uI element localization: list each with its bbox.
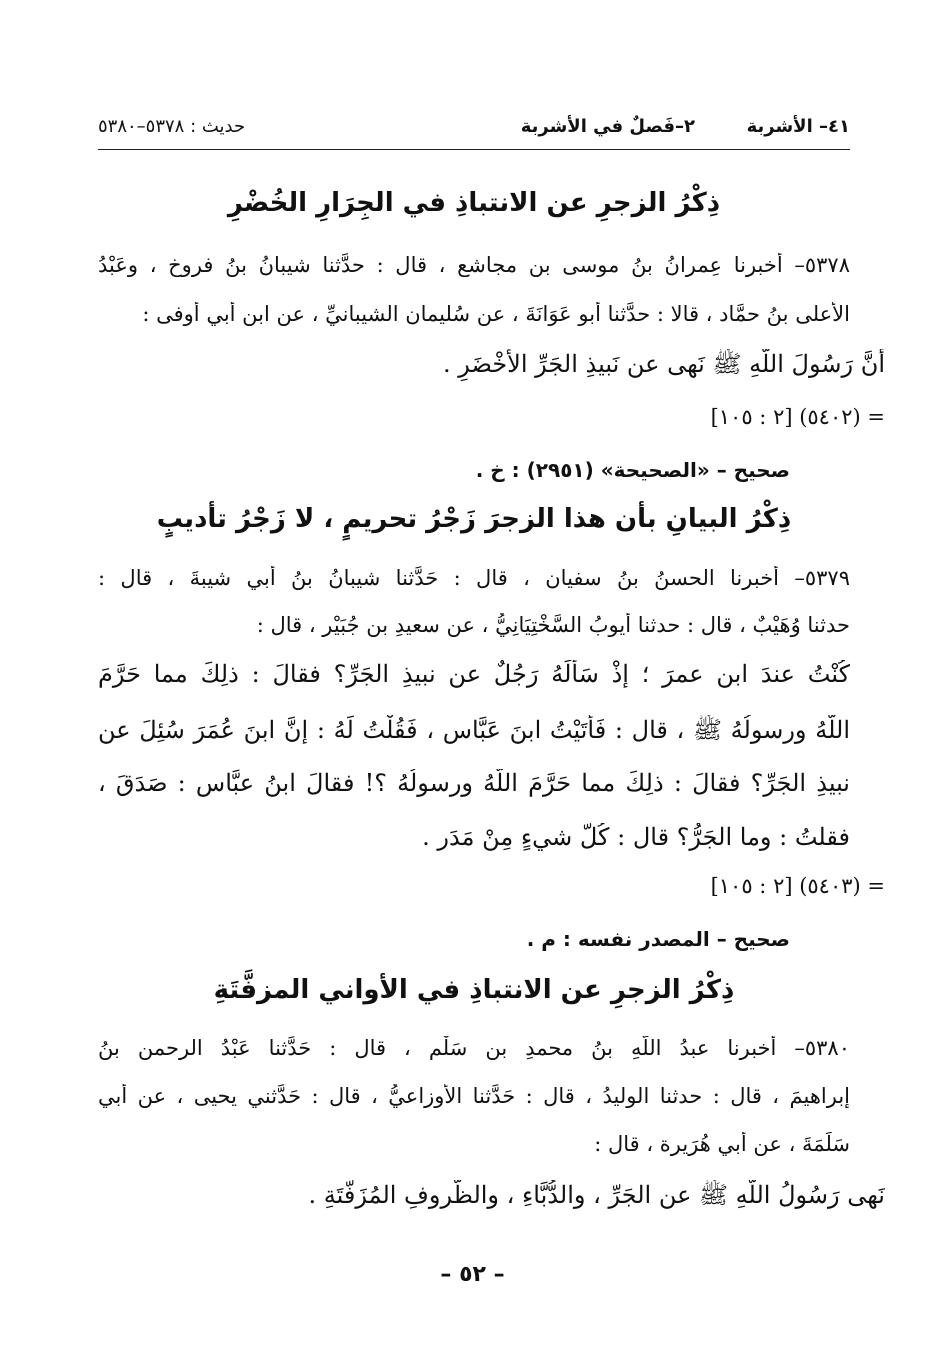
isnad-line: ٥٣٧٩– أخبرنا الحسنُ بنُ سفيان ، قال : حَدَّثنا شيبانُ بنُ أبي شيبةَ ، قال : (98, 566, 850, 590)
matn-line: كُنْتُ عندَ ابنِ عمرَ ؛ إذْ سَأَلَهُ رَجُلٌ عن نبيذِ الجَرِّ؟ فقالَ : ذلِكَ مما حَرَّمَ (98, 660, 850, 688)
isnad-line: سَلَمَةَ ، عن أبي هُرَيرة ، قال : (594, 1132, 850, 1156)
cross-reference: = (٥٤٠٢) [٢ : ١٠٥] (710, 405, 885, 429)
header-book-title: ٤١– الأشربة (746, 116, 850, 137)
hadith-grade: صحيح – المصدر نفسه : م . (526, 927, 790, 951)
header-chapter-title: ٢–فَصلٌ في الأشربة (520, 116, 695, 137)
page-number: – ٥٢ – (440, 1262, 505, 1287)
matn-line: نَهى رَسُولُ اللَّهِ ﷺ عن الجَرِّ ، والدُّبَّاءِ ، والظُّروفِ المُزَفَّتَةِ . (308, 1181, 885, 1209)
cross-reference: = (٥٤٠٣) [٢ : ١٠٥] (710, 874, 885, 898)
isnad-line: حدثنا وُهَيْبٌ ، قال : حدثنا أيوبُ السَّخْتِيَانِيُّ ، عن سعيدِ بن جُبَيْرٍ ، قال : (256, 613, 850, 637)
header-rule (98, 149, 850, 150)
running-header (98, 112, 850, 146)
hadith-grade: صحيح – «الصحيحة» (٢٩٥١) : خ . (475, 458, 790, 482)
isnad-line: إبراهيمَ ، قال : حدثنا الوليدُ ، قال : حَدَّثنا الأوزاعيُّ ، قال : حَدَّثني يحيى ، عن أبي (98, 1084, 850, 1108)
matn-line: اللَّهُ ورسولُهُ ﷺ ، قال : فَأَتَيْتُ ابنَ عَبَّاس ، فَقُلْتُ لَهُ : إنَّ ابنَ عُمَرَ سُئِلَ عن (98, 716, 850, 744)
isnad-line: الأعلى بنُ حمَّاد ، قالا : حدَّثنا أبو عَوَانَةَ ، عن سُليمان الشيبانيِّ ، عن ابنِ أبي أوفى : (142, 302, 850, 326)
section-heading: ذِكْرُ البيانِ بأن هذا الزجرَ زَجْرُ تحريمٍ ، لا زَجْرُ تأديبٍ (156, 504, 792, 534)
header-hadith-range: حديث : ٥٣٧٨–٥٣٨٠ (98, 116, 246, 137)
matn-line: أنَّ رَسُولَ اللَّهِ ﷺ نَهى عن نَبيذِ الجَرِّ الأَخْضَرِ . (443, 350, 885, 378)
section-heading: ذِكْرُ الزجرِ عن الانتباذِ في الأواني المزفَّتَةِ (213, 975, 735, 1005)
section-heading: ذِكْرُ الزجرِ عن الانتباذِ في الجِرَارِ الخُضْرِ (227, 188, 721, 218)
matn-line: فقلتُ : وما الجَرُّ؟ قال : كُلُّ شيءٍ مِنْ مَدَرٍ . (422, 823, 850, 851)
isnad-line: ٥٣٧٨– أخبرنا عِمرانُ بنُ موسى بن مجاشعٍ ، قال : حدَّثنا شيبانُ بنُ فروخ ، وعَبْدُ (98, 253, 850, 277)
matn-line: نبيذِ الجَرِّ؟ فقالَ : ذلِكَ مما حَرَّمَ اللَّهُ ورسولُهُ ؟! فقالَ ابنُ عبَّاس : صَدَقَ ، (98, 769, 850, 797)
isnad-line: ٥٣٨٠– أخبرنا عبدُ اللَّهِ بنُ محمدِ بنِ سَلْمٍ ، قال : حَدَّثنا عَبْدُ الرحمنِ بنُ (98, 1036, 850, 1060)
